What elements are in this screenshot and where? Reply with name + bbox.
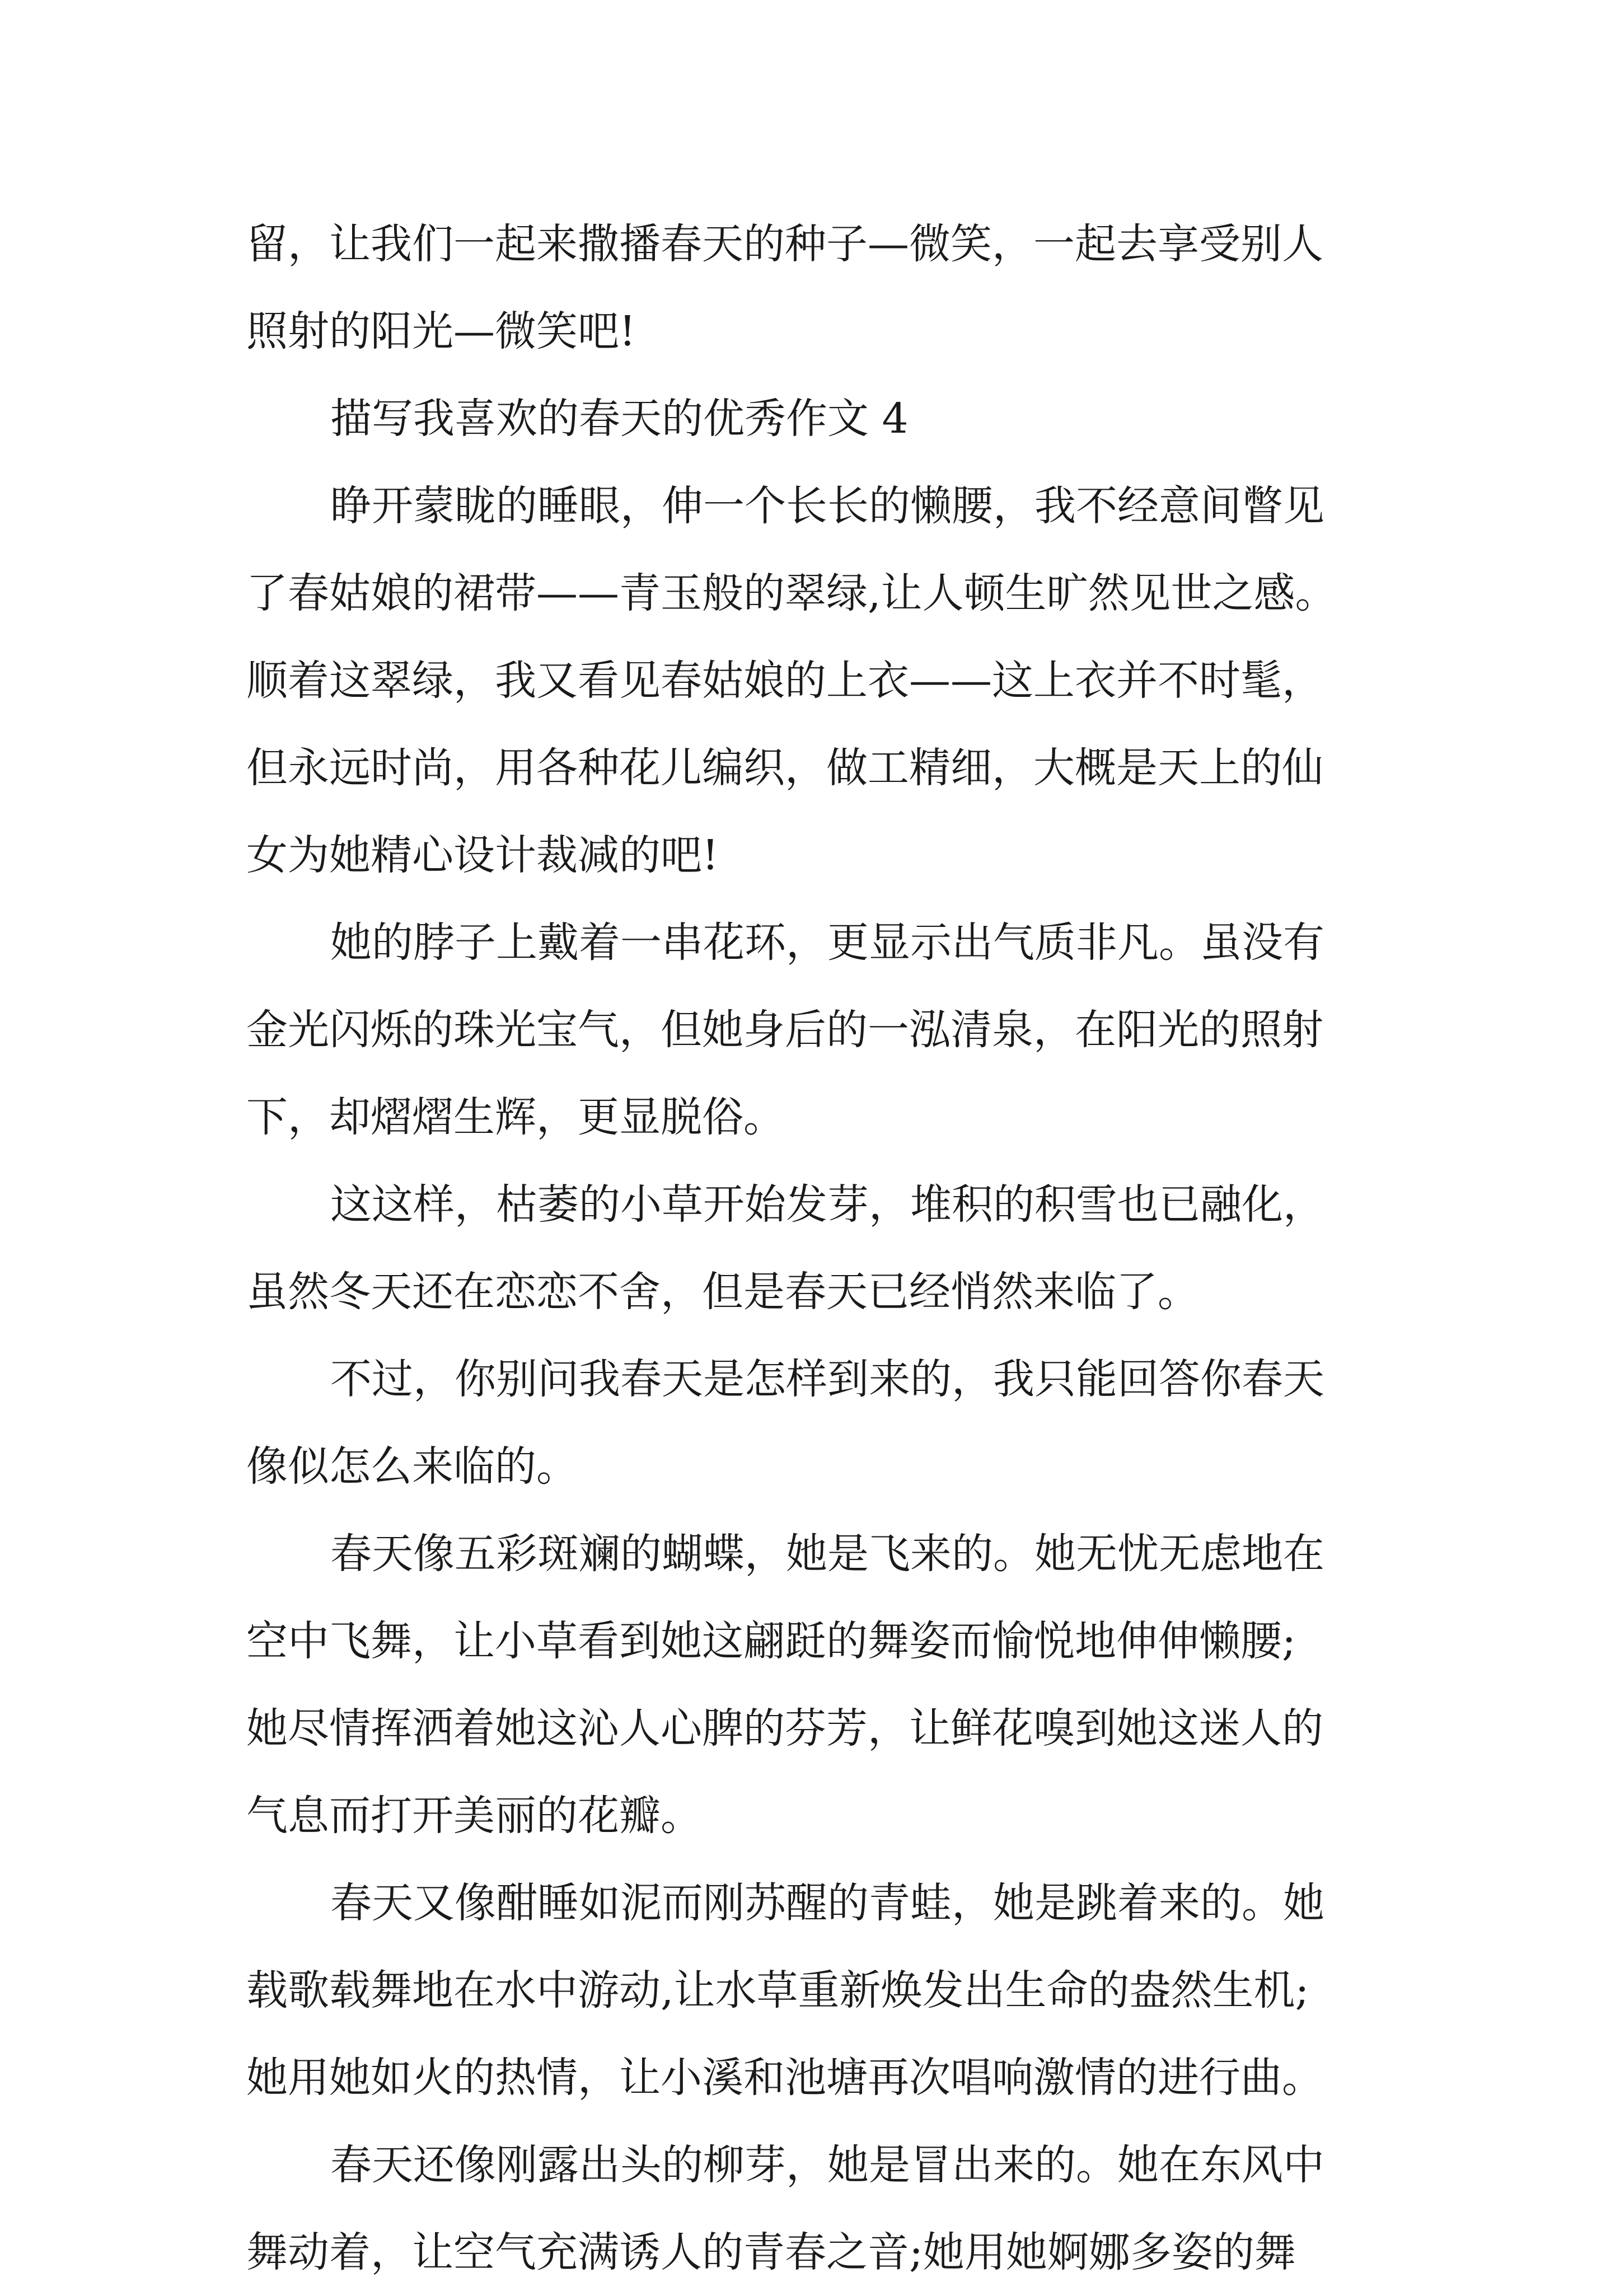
text-line: 舞动着，让空气充满诱人的青春之音;她用她婀娜多姿的舞 <box>246 2228 1296 2276</box>
text-line: 这这样，枯萎的小草开始发芽，堆积的积雪也已融化， <box>330 1180 1324 1229</box>
text-line: 不过，你别问我春天是怎样到来的，我只能回答你春天 <box>330 1355 1324 1403</box>
essay-title: 描写我喜欢的春天的优秀作文 4 <box>330 395 909 443</box>
text-line: 春天像五彩斑斓的蝴蝶，她是飞来的。她无忧无虑地在 <box>330 1530 1324 1578</box>
text-line: 像似怎么来临的。 <box>246 1442 578 1491</box>
text-line: 下，却熠熠生辉，更显脱俗。 <box>246 1093 785 1141</box>
text-line: 空中飞舞，让小草看到她这翩跹的舞姿而愉悦地伸伸懒腰; <box>246 1617 1296 1665</box>
text-line: 女为她精心设计裁减的吧! <box>246 831 719 879</box>
text-line: 金光闪烁的珠光宝气，但她身后的一泓清泉，在阳光的照射 <box>246 1006 1323 1054</box>
text-line: 但永远时尚，用各种花儿编织，做工精细，大概是天上的仙 <box>246 744 1323 792</box>
document-body <box>246 200 1383 2296</box>
text-line: 顺着这翠绿，我又看见春姑娘的上衣——这上衣并不时髦， <box>246 657 1323 705</box>
text-line: 她用她如火的热情，让小溪和池塘再次唱响激情的进行曲。 <box>246 2054 1323 2102</box>
text-line: 留，让我们一起来撒播春天的种子—微笑，一起去享受别人 <box>246 220 1323 268</box>
text-line: 照射的阳光—微笑吧! <box>246 307 636 355</box>
text-line: 气息而打开美丽的花瓣。 <box>246 1792 702 1840</box>
text-line: 她尽情挥洒着她这沁人心脾的芬芳，让鲜花嗅到她这迷人的 <box>246 1704 1323 1753</box>
text-line: 了春姑娘的裙带——青玉般的翠绿,让人顿生旷然见世之感。 <box>246 569 1337 617</box>
text-line: 春天又像酣睡如泥而刚苏醒的青蛙，她是跳着来的。她 <box>330 1879 1324 1927</box>
text-line: 春天还像刚露出头的柳芽，她是冒出来的。她在东风中 <box>330 2141 1324 2189</box>
text-line: 虽然冬天还在恋恋不舍，但是春天已经悄然来临了。 <box>246 1268 1199 1316</box>
text-line: 睁开蒙眬的睡眼，伸一个长长的懒腰，我不经意间瞥见 <box>330 482 1324 530</box>
text-line: 载歌载舞地在水中游动,让水草重新焕发出生命的盎然生机; <box>246 1966 1309 2014</box>
text-line: 她的脖子上戴着一串花环，更显示出气质非凡。虽没有 <box>330 919 1324 967</box>
